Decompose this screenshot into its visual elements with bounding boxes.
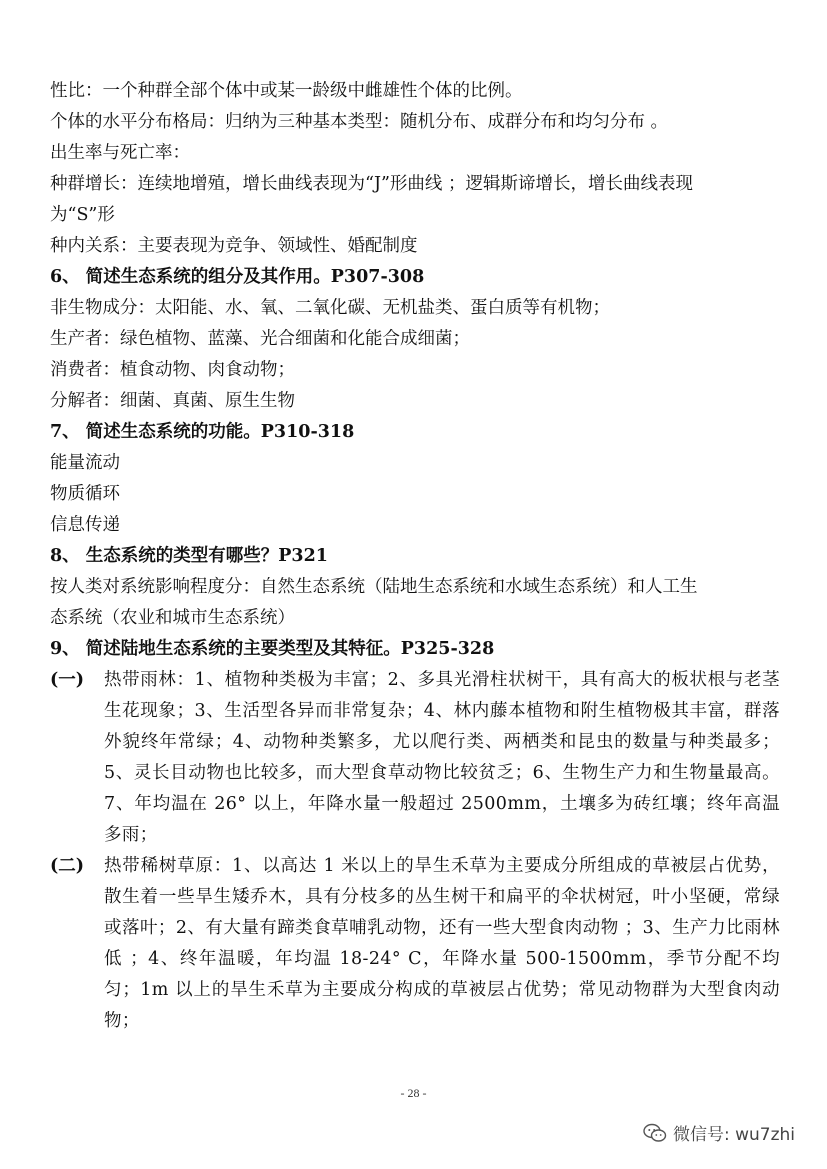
- text-line: 性比：一个种群全部个体中或某一龄级中雌雄性个体的比例。: [50, 81, 523, 101]
- page-number: - 28 -: [400, 1086, 427, 1100]
- text-line: 非生物成分：太阳能、水、氧、二氧化碳、无机盐类、蛋白质等有机物；: [50, 298, 610, 318]
- text-line: 能量流动: [50, 453, 120, 473]
- text-line: 态系统（农业和城市生态系统）: [50, 608, 295, 628]
- document-body: [50, 76, 780, 1037]
- text-line: 分解者：细菌、真菌、原生生物: [50, 391, 295, 411]
- paragraph-text: 热带雨林：1、植物种类极为丰富；2、多具光滑柱状树干，具有高大的板状根与老茎生花现象；3、生活型各异而非常复杂；4、林内藤本植物和附生植物极其丰富，群落外貌终年常绿；4、动物种类繁多，尤以爬行类、两栖类和昆虫的数量与种类最多；5、灵长目动物也比较多，而大型食草动物比较贫乏；6、生物生产力和生物量最高。7、年均温在 26° 以上，年降水量一般超过 2500mm，土壤多为砖红壤；终年高温多雨；: [104, 670, 780, 845]
- paragraph-label: (一): [50, 670, 85, 690]
- text-line: 种内关系：主要表现为竞争、领域性、婚配制度: [50, 236, 418, 256]
- paragraph-label: (二): [50, 856, 85, 876]
- paragraph-text: 热带稀树草原：1、以高达 1 米以上的旱生禾草为主要成分所组成的草被层占优势，散生着一些旱生矮乔木，具有分枝多的丛生树干和扁平的伞状树冠，叶小坚硬，常绿或落叶；2、有大量有蹄类食草哺乳动物，还有一些大型食肉动物 ；3、生产力比雨林低 ；4、终年温暖，年均温 18-24° C，年降水量 500-1500mm，季节分配不均匀；1m 以上的旱生禾草为主要成分构成的草被层占优势；常见动物群为大型食肉动物；: [104, 856, 780, 1031]
- text-line: 按人类对系统影响程度分：自然生态系统（陆地生态系统和水域生态系统）和人工生: [50, 577, 698, 597]
- question-heading: 7、 简述生态系统的功能。P310-318: [50, 422, 355, 442]
- watermark: [643, 1120, 795, 1145]
- text-line: 信息传递: [50, 515, 120, 535]
- watermark-text: 微信号: wu7zhi: [672, 1125, 795, 1145]
- paragraph-tropical-rainforest: [50, 665, 780, 851]
- text-line: 出生率与死亡率：: [50, 143, 190, 163]
- text-line: 消费者：植食动物、肉食动物；: [50, 360, 295, 380]
- wechat-icon: [643, 1122, 667, 1144]
- text-line: 个体的水平分布格局：归纳为三种基本类型：随机分布、成群分布和均匀分布 。: [50, 112, 669, 132]
- text-line: 生产者：绿色植物、蓝藻、光合细菌和化能合成细菌；: [50, 329, 470, 349]
- question-heading: 9、 简述陆地生态系统的主要类型及其特征。P325-328: [50, 639, 495, 659]
- paragraph-savanna: [50, 851, 780, 1037]
- text-line: 物质循环: [50, 484, 120, 504]
- question-heading: 8、 生态系统的类型有哪些？P321: [50, 546, 328, 566]
- question-heading: 6、 简述生态系统的组分及其作用。P307-308: [50, 267, 425, 287]
- text-line: 为“S”形: [50, 205, 115, 225]
- text-line: 种群增长：连续地增殖，增长曲线表现为“J”形曲线 ；逻辑斯谛增长，增长曲线表现: [50, 174, 693, 194]
